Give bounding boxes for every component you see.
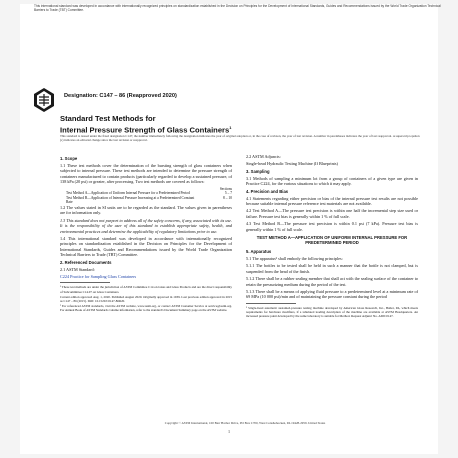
standard-notice: This standard is issued under the fixed designation C147; the number immediately following the designation indicates the year of original adoption or, in the case of revision, the year of last revision. A number in parentheses indicates the year of last reapproval. A superscript epsilon (ε) indicates an editorial change since the last revision or reapproval. (60, 134, 420, 143)
document-sheet (20, 4, 441, 454)
adjunct-reference: Single-head Hydraulic Testing Machine (If Blueprints) (246, 161, 338, 167)
paragraph-5-1-2: 5.1.2 There shall be a rubber sealing member that shall act with the sealing surface of the container to retain the pressurizing medium during the period of the test. (246, 276, 418, 287)
footnote-divider (246, 303, 296, 304)
footnote-1: ¹ These test methods are under the jurisdiction of ASTM Committee C14 on Glass and Glass Products and are the direct responsibility of Subcommittee C14.07 on Glass Containers. (60, 285, 232, 294)
international-standard-disclaimer: This international standard was developed in accordance with internationally recognized principles on standardization established in the Decision on Principles for the Development of International Standards, Guides and Recommendations issued by the World Trade Organization Technical Barriers to Trade (TBT) Committee. (34, 4, 441, 13)
reference-link-c224[interactable]: C224 Practice for Sampling Glass Containers (60, 274, 137, 280)
scope-heading: 1. Scope (60, 156, 78, 161)
title-footnote-marker: 1 (229, 125, 232, 130)
left-column (60, 154, 232, 314)
toc-row (66, 196, 232, 205)
paragraph-5-1-3: 5.1.3 There shall be a means of applying fluid pressure to a predetermined level at a minimum rate of 69 MPa (10 000 psi)/min and of maintaining the pressure constant during the period (246, 288, 418, 300)
method-a-heading: TEST METHOD A—APPLICATION OF UNIFORM INTERNAL PRESSURE FOR PREDETERMINED PERIOD (256, 235, 408, 246)
paragraph-2-2: 2.2 ASTM Adjuncts: (246, 154, 281, 159)
copyright-line: Copyright © ASTM International, 100 Barr Harbor Drive, PO Box C700, West Conshohocken, PA 19428-2959. United States (164, 421, 326, 425)
paragraph-3-1: 3.1 Methods of sampling a minimum lot from a group of containers of a given type are given in Practice C224, for the various situations to which it may apply. (246, 175, 418, 187)
paragraph-2-1: 2.1 ASTM Standard: (60, 266, 95, 272)
right-column (246, 154, 418, 319)
toc-sections-text: Sections (219, 186, 232, 191)
toc-row-label: Test Method B—Application of Internal Pressure Increasing at a Predetermined Constant Rate (66, 195, 195, 205)
toc-row-label: Test Method A—Application of Uniform Internal Pressure for a Predetermined Period (66, 191, 190, 196)
paragraph-4-3: 4.3 Test Method B—The pressure test precision is within 0.1 psi (7 kPa). Pressure test bias is generally within 1 % of full scale. (246, 221, 418, 232)
paragraph-1-4: 1.4 This international standard was developed in accordance with internationally recognized principles on standardization established in the Decision on Principles for the Development of International Standards, Guides and Recommendations issued by the World Trade Organization Technical Barriers to Trade (TBT) Committee. (60, 236, 232, 258)
footnote-2: ² For referenced ASTM standards, visit the ASTM website, www.astm.org, or contact ASTM Customer Service at service@astm.org. For Annual Book of ASTM Standards volume information, refer to the standard's Document Summary page on the ASTM website. (60, 304, 232, 313)
sampling-heading: 3. Sampling (246, 168, 270, 174)
footnote-edition: Current edition approved Aug. 1, 2020. Published August 2020. Originally approved in 1939. Last previous edition approved in 2015 as C147 – 86 (2015). DOI: 10.1520/C0147-86R20. (60, 294, 232, 304)
apparatus-heading: 5. Apparatus (246, 248, 272, 254)
title-line-2 (60, 123, 320, 135)
paragraph-1-2: 1.2 The values stated in SI units are to be regarded as the standard. The values given in parentheses are for information only. (60, 205, 232, 216)
paragraph-5-1-1: 5.1.1 The bottles to be tested shall be held in such a manner that the bottle is not clamped, but is suspended from the head of the finish. (246, 263, 418, 274)
paragraph-1-1: 1.1 These test methods cover the determination of the bursting strength of glass containers when subjected to internal pressure. These test methods are intended to determine the pressure strength of containers manufactured to contain products (particularly regarded to develop a sustained pressure, of 138 kPa (20 psi) or greater, after processing. Two test methods are covered as follows: (60, 163, 232, 185)
astm-logo-icon (34, 88, 54, 112)
paragraph-4-1: 4.1 Statements regarding either precision or bias of the internal pressure test results are not possible because suitable internal pressure reference test materials are not available. (246, 195, 418, 207)
document-title (60, 114, 320, 135)
page-number: 1 (228, 430, 230, 434)
precision-heading: 4. Precision and Bias (246, 188, 289, 194)
footnote-3: ³ Single-head automatic sustained-pressure testing machine developed by American Glass Research, Inc., Butler, PA, which meets requirements for hardware modifiers, if a tabulated loading description of the machine are available at ASTM Headquarters. An increased pressure point developed by the same laboratory is suitable for Method. Request Adjunct No. ADJC0147. (246, 305, 418, 319)
title-line-2-text: Internal Pressure Strength of Glass Containers (60, 125, 230, 135)
paragraph-5-1: 5.1 The apparatus³ shall embody the following principles: (246, 255, 343, 261)
referenced-documents-heading: 2. Referenced Documents (60, 259, 112, 265)
paragraph-1-3: 1.3 This standard does not purport to address all of the safety concerns, if any, associated with its use. It is the responsibility of the user of this standard to establish appropriate safety, health, and environmental practices and determine the applicability of regulatory limitations prior to use. (60, 217, 232, 234)
paragraph-4-2: 4.2 Test Method A—The pressure test precision is within one half the incremental step size used or failure. Pressure test bias is generally within 1 % of full scale. (246, 208, 418, 219)
title-line-1: Standard Test Methods for (60, 114, 156, 123)
toc-row-sections: 5 – 7 (224, 191, 232, 196)
toc-row-sections: 8 – 10 (223, 195, 232, 200)
designation: Designation: C147 – 86 (Reapproved 2020) (64, 93, 177, 99)
footnote-divider (60, 282, 110, 283)
